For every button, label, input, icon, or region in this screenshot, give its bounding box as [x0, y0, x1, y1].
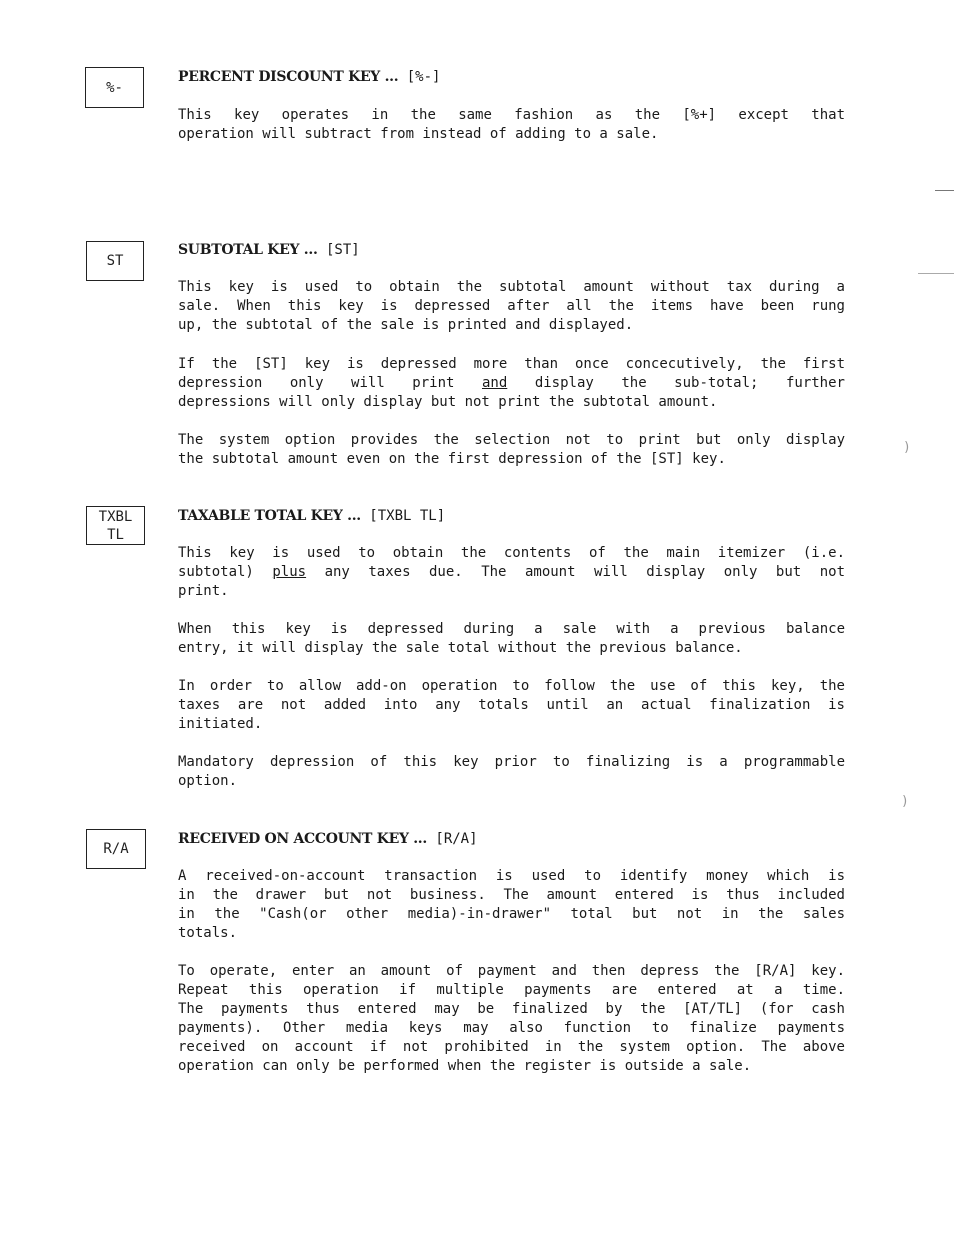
paragraph: A received-on-account transaction is used to identify money which is in the drawer but not business. The amount entered is thus included in the "Cash(or other media)-in-drawer" total but not in the sales totals.	[178, 868, 845, 941]
section-heading-received-on-account: RECEIVED ON ACCOUNT KEY ... [R/A]	[178, 831, 478, 847]
paragraph: This key operates in the same fashion as the [%+] except that operation will subtract from instead of adding to a sale.	[178, 107, 845, 142]
key-label-line2: TL	[107, 526, 124, 543]
paragraph: In order to allow add-on operation to follow the use of this key, the taxes are not added into any totals until an actual finalization is initiated.	[178, 678, 845, 732]
section-heading-percent-discount: PERCENT DISCOUNT KEY ... [%-]	[178, 69, 441, 85]
paragraph: The system option provides the selection not to print but only display the subtotal amount even on the first depression of the [ST] key.	[178, 432, 845, 467]
key-label: %-	[106, 79, 123, 96]
scan-mark	[918, 273, 954, 274]
section-heading-subtotal: SUBTOTAL KEY ... [ST]	[178, 242, 360, 258]
paragraph: Mandatory depression of this key prior to finalizing is a programmable option.	[178, 754, 845, 789]
key-label: R/A	[103, 841, 129, 857]
key-icon-received-on-account	[86, 829, 146, 869]
paragraph: If the [ST] key is depressed more than once concecutively, the first depression only will print and display the sub-total; further depressions will only display but not print the subtotal amount.	[178, 356, 845, 410]
scan-mark: )	[901, 794, 909, 809]
paragraph: This key is used to obtain the contents of the main itemizer (i.e. subtotal) plus any taxes due. The amount will display only but not print.	[178, 545, 845, 599]
scan-mark	[935, 190, 954, 191]
paragraph: This key is used to obtain the subtotal amount without tax during a sale. When this key is depressed after all the items have been rung up, the subtotal of the sale is printed and displayed.	[178, 279, 845, 333]
scan-mark: )	[903, 440, 911, 455]
section-heading-taxable-total: TAXABLE TOTAL KEY ... [TXBL TL]	[178, 508, 446, 524]
key-icon-percent-discount	[85, 67, 144, 108]
paragraph: When this key is depressed during a sale with a previous balance entry, it will display the sale total without the previous balance.	[178, 621, 845, 656]
key-icon-taxable-total	[86, 506, 145, 545]
key-icon-subtotal	[86, 241, 144, 281]
key-label-line1: TXBL	[98, 508, 133, 525]
paragraph: To operate, enter an amount of payment and then depress the [R/A] key. Repeat this operation if multiple payments are entered at a time. The payments thus entered may be finalized by the [AT/TL] (for cash payments). Other media keys may also function to finalize payments received on account if not prohibited in the system option. The above operation can only be performed when the register is outside a sale.	[178, 963, 845, 1074]
key-label: ST	[106, 253, 124, 269]
